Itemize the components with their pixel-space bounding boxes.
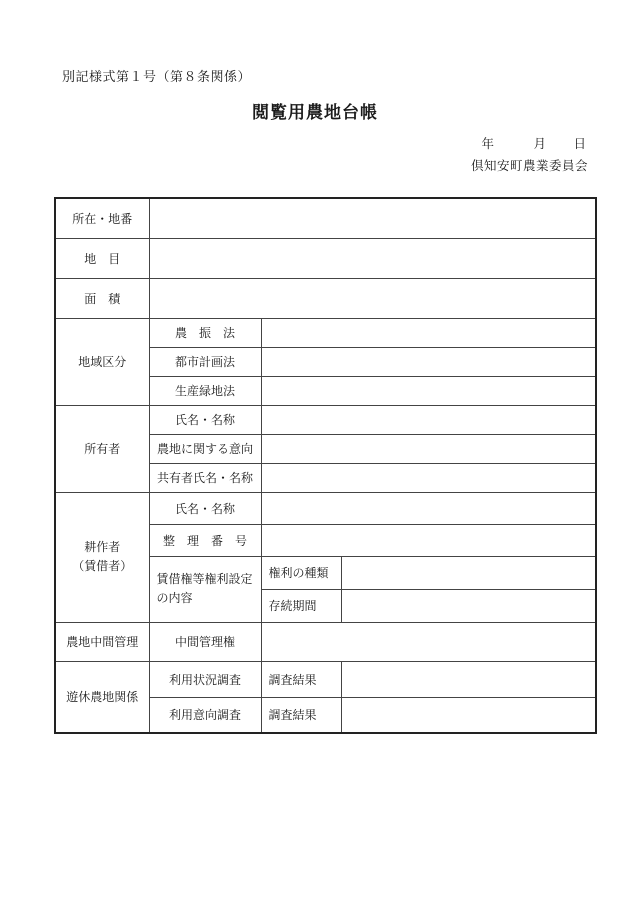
intermediary-item: 中間管理権 — [149, 622, 261, 661]
owner-label: 所有者 — [55, 405, 149, 492]
cultivator-label-line2: （賃借者） — [72, 559, 133, 573]
zoning-item-productive-green: 生産緑地法 — [149, 376, 261, 405]
date-month-label: 月 — [533, 136, 546, 151]
idle-land-label: 遊休農地関係 — [55, 661, 149, 733]
form-number-label: 別記様式第１号（第８条関係） — [62, 70, 252, 85]
intent-survey-result-value-cell[interactable] — [341, 697, 596, 733]
date-line — [481, 134, 586, 152]
rights-type-value-cell[interactable] — [341, 556, 596, 589]
rights-setting-label-line2: の内容 — [156, 591, 193, 605]
zoning-item-city-planning: 都市計画法 — [149, 347, 261, 376]
owner-name-value-cell[interactable] — [261, 405, 596, 434]
zoning-label: 地域区分 — [55, 318, 149, 405]
duration-label: 存続期間 — [261, 589, 341, 622]
owner-item-name: 氏名・名称 — [149, 405, 261, 434]
row-location — [55, 198, 596, 238]
usage-survey-label: 利用状況調査 — [149, 661, 261, 697]
row-intermediary — [55, 622, 596, 661]
zoning-agri-promotion-value-cell[interactable] — [261, 318, 596, 347]
cultivator-name-value-cell[interactable] — [261, 492, 596, 524]
owner-co-owner-value-cell[interactable] — [261, 463, 596, 492]
intermediary-value-cell[interactable] — [261, 622, 596, 661]
usage-survey-result-value-cell[interactable] — [341, 661, 596, 697]
cultivator-item-name: 氏名・名称 — [149, 492, 261, 524]
owner-item-intention: 農地に関する意向 — [149, 434, 261, 463]
date-year-label: 年 — [481, 136, 494, 151]
cultivator-label — [55, 492, 149, 622]
cultivator-reg-number-value-cell[interactable] — [261, 524, 596, 556]
row-land-category — [55, 238, 596, 278]
issuer-name: 倶知安町農業委員会 — [470, 158, 588, 173]
owner-item-co-owner: 共有者氏名・名称 — [149, 463, 261, 492]
cultivator-item-reg-number: 整 理 番 号 — [149, 524, 261, 556]
row-idle-land-1 — [55, 661, 596, 697]
land-category-value-cell[interactable] — [149, 238, 596, 278]
intermediary-label: 農地中間管理 — [55, 622, 149, 661]
intent-survey-label: 利用意向調査 — [149, 697, 261, 733]
rights-setting-label — [149, 556, 261, 622]
zoning-productive-green-value-cell[interactable] — [261, 376, 596, 405]
farmland-ledger-table — [54, 197, 597, 734]
owner-intention-value-cell[interactable] — [261, 434, 596, 463]
intent-survey-result-label: 調査結果 — [261, 697, 341, 733]
usage-survey-result-label: 調査結果 — [261, 661, 341, 697]
rights-type-label: 権利の種類 — [261, 556, 341, 589]
location-value-cell[interactable] — [149, 198, 596, 238]
row-owner-1 — [55, 405, 596, 434]
date-day-label: 日 — [573, 136, 586, 151]
zoning-item-agri-promotion: 農 振 法 — [149, 318, 261, 347]
rights-setting-label-line1: 賃借権等権利設定 — [156, 572, 253, 587]
row-area — [55, 278, 596, 318]
land-category-label: 地 目 — [55, 238, 149, 278]
duration-value-cell[interactable] — [341, 589, 596, 622]
cultivator-label-line1: 耕作者 — [84, 540, 121, 555]
document-title: 閲覧用農地台帳 — [252, 103, 378, 123]
row-cultivator-1 — [55, 492, 596, 524]
location-label: 所在・地番 — [55, 198, 149, 238]
zoning-city-planning-value-cell[interactable] — [261, 347, 596, 376]
area-value-cell[interactable] — [149, 278, 596, 318]
area-label: 面 積 — [55, 278, 149, 318]
row-zoning-1 — [55, 318, 596, 347]
